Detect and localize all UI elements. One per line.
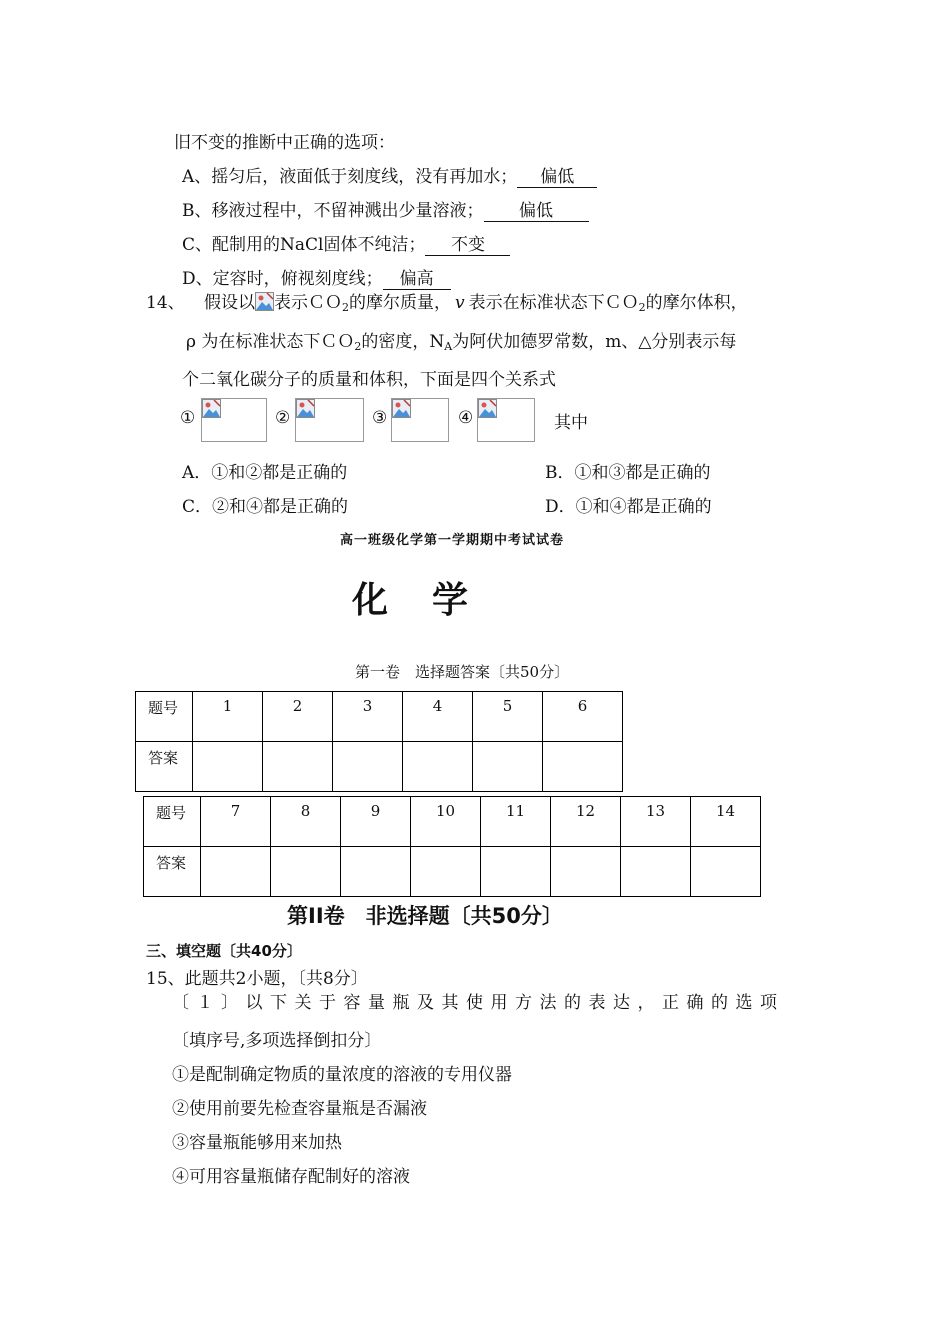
table-row	[144, 847, 761, 897]
broken-image-icon	[202, 399, 221, 418]
number-cell: 13	[621, 797, 691, 847]
formula-image-2	[295, 398, 364, 442]
subject-title: 化 学	[352, 580, 473, 621]
q13-option-d	[182, 264, 451, 290]
table-row	[136, 742, 623, 792]
answer-cell[interactable]	[193, 742, 263, 792]
q13-option-c	[182, 230, 510, 256]
answer-table-1	[135, 691, 623, 792]
answer-cell[interactable]	[341, 847, 411, 897]
part3-heading: 三、填空题〔共40分〕	[146, 942, 302, 960]
formula-image-3	[391, 398, 449, 442]
answer-cell[interactable]	[271, 847, 341, 897]
broken-image-icon	[255, 292, 274, 311]
broken-image-icon	[296, 399, 315, 418]
number-cell: 2	[263, 692, 333, 742]
number-cell: 12	[551, 797, 621, 847]
broken-image-icon	[392, 399, 411, 418]
formula-mark-3: ③	[372, 408, 388, 428]
choice-a: A．①和②都是正确的	[182, 463, 348, 483]
answer-table-2	[143, 796, 761, 897]
answer-cell[interactable]	[411, 847, 481, 897]
q15-1-line1: 〔１〕以下关于容量瓶及其使用方法的表达，正确的选项	[172, 993, 785, 1013]
broken-image-icon	[478, 399, 497, 418]
number-cell: 8	[271, 797, 341, 847]
choice-b: B．①和③都是正确的	[545, 463, 711, 483]
formula-mark-4: ④	[458, 408, 474, 428]
q13-option-a	[182, 162, 597, 188]
formula-image-4	[477, 398, 535, 442]
answer-blank: 不变	[425, 230, 510, 256]
q13-option-b	[182, 196, 589, 222]
q14-tail: 其中	[554, 413, 588, 433]
q13-stem-tail: 旧不变的推断中正确的选项：	[174, 133, 395, 153]
answer-cell[interactable]	[543, 742, 623, 792]
table-row	[136, 692, 623, 742]
formula-mark-1: ①	[180, 408, 196, 428]
header-cell: 题号	[136, 692, 193, 742]
list-item: ③容量瓶能够用来加热	[172, 1133, 342, 1153]
header-cell: 答案	[136, 742, 193, 792]
header-cell: 答案	[144, 847, 201, 897]
number-cell: 9	[341, 797, 411, 847]
list-item: ②使用前要先检查容量瓶是否漏液	[172, 1099, 427, 1119]
answer-cell[interactable]	[621, 847, 691, 897]
answer-cell[interactable]	[473, 742, 543, 792]
choice-c: C．②和④都是正确的	[182, 497, 349, 517]
q14-number: 14、	[146, 293, 185, 313]
number-cell: 6	[543, 692, 623, 742]
q14-line1: 14、 假设以 表示ＣＯ$_2$的摩尔质量， v 表示在标准状态下ＣＯ$_2$的摩尔体积，	[146, 293, 748, 314]
header-cell: 题号	[144, 797, 201, 847]
q14-line2: ρ 为在标准状态下ＣＯ$_2$的密度，$N_A$为阿伏加德罗常数，m、△分别表示每	[186, 332, 737, 353]
answer-blank: 偏低	[517, 162, 597, 188]
answer-cell[interactable]	[263, 742, 333, 792]
option-text: C、配制用的NaCl固体不纯洁；	[182, 235, 426, 255]
list-item: ④可用容量瓶储存配制好的溶液	[172, 1167, 410, 1187]
list-item: ①是配制确定物质的量浓度的溶液的专用仪器	[172, 1065, 512, 1085]
number-cell: 1	[193, 692, 263, 742]
formula-mark-2: ②	[275, 408, 291, 428]
number-cell: 3	[333, 692, 403, 742]
number-cell: 11	[481, 797, 551, 847]
number-cell: 14	[691, 797, 761, 847]
option-text: B、移液过程中，不留神溅出少量溶液；	[182, 201, 484, 221]
answer-cell[interactable]	[333, 742, 403, 792]
answer-blank: 偏低	[484, 196, 589, 222]
q15-intro: 15、此题共2小题，〔共8分〕	[146, 969, 368, 989]
q14-line3: 个二氧化碳分子的质量和体积，下面是四个关系式	[182, 370, 556, 390]
option-text: A、摇匀后，液面低于刻度线，没有再加水；	[182, 167, 518, 187]
exam-header: 高一班级化学第一学期期中考试试卷	[340, 533, 565, 548]
option-text: D、定容时，俯视刻度线；	[182, 269, 383, 289]
answer-cell[interactable]	[691, 847, 761, 897]
answer-cell[interactable]	[551, 847, 621, 897]
q15-1-line2: 〔填序号,多项选择倒扣分〕	[172, 1031, 382, 1051]
formula-image-1	[201, 398, 267, 442]
choice-d: D．①和④都是正确的	[545, 497, 712, 517]
number-cell: 7	[201, 797, 271, 847]
answer-cell[interactable]	[201, 847, 271, 897]
table-row	[144, 797, 761, 847]
answer-blank: 偏高	[383, 264, 451, 290]
answer-cell[interactable]	[403, 742, 473, 792]
section1-title: 第一卷 选择题答案〔共50分〕	[355, 663, 570, 681]
number-cell: 10	[411, 797, 481, 847]
answer-cell[interactable]	[481, 847, 551, 897]
number-cell: 4	[403, 692, 473, 742]
section2-title: 第II卷 非选择题〔共50分〕	[287, 904, 563, 928]
number-cell: 5	[473, 692, 543, 742]
